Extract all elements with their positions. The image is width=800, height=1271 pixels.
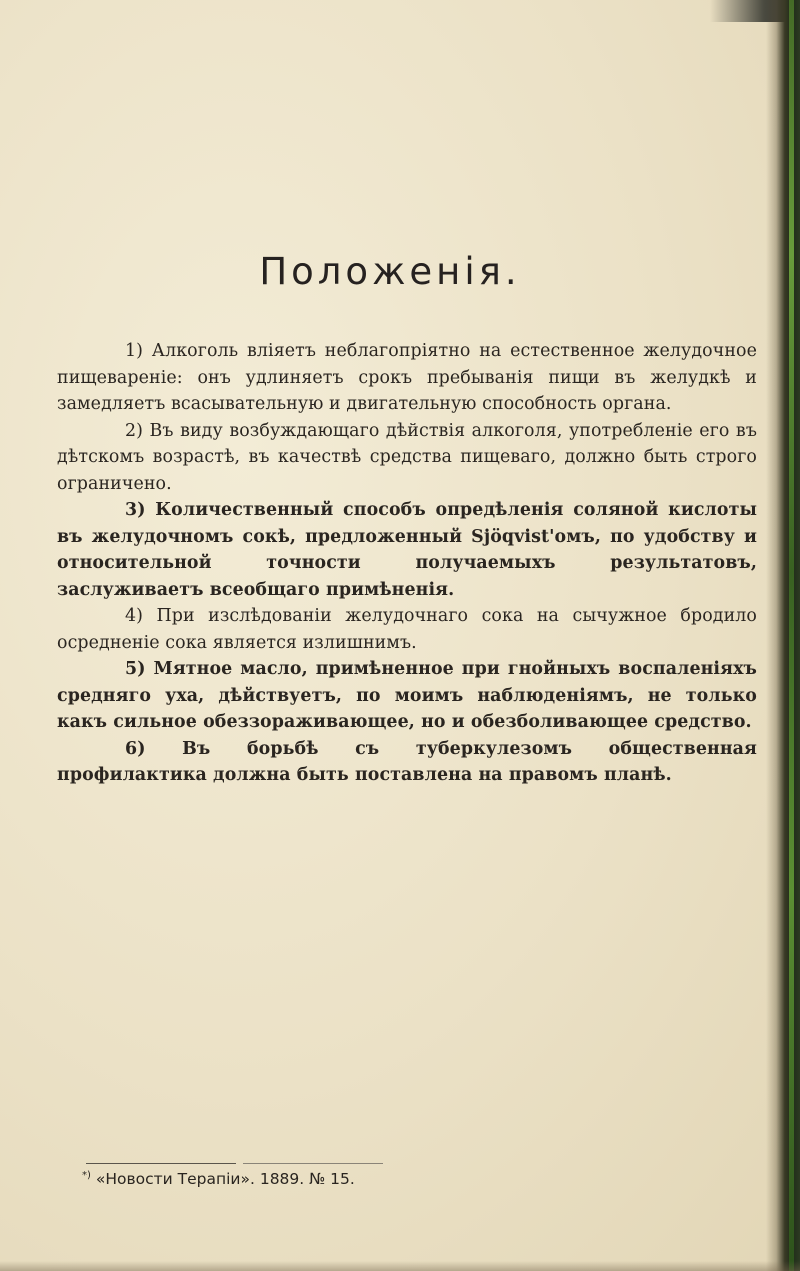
footnote-mark: *) — [82, 1170, 91, 1181]
theses-list — [57, 338, 757, 789]
thesis-1: 1) Алкоголь вліяетъ неблагопріятно на естественное желудочное пищевареніе: онъ удлиняетъ срокъ пребыванія пищи въ желудкѣ и замедляетъ всасывательную и двигательную способность органа. — [57, 341, 757, 414]
thesis-3: 3) Количественный способъ опредѣленія соляной кислоты въ желудочномъ сокѣ, предложенный Sjöqvist'омъ, по удобству и относительной точности получаемыхъ результатовъ, заслуживаетъ всеобщаго примѣненія. — [57, 500, 757, 600]
thesis-2: 2) Въ виду возбуждающаго дѣйствія алкоголя, употребленіе его въ дѣтскомъ возрастѣ, въ качествѣ средства пищеваго, должно быть строго ограничено. — [57, 420, 757, 494]
thesis-5: 5) Мятное масло, примѣненное при гнойныхъ воспаленіяхъ средняго уха, дѣйствуетъ, по моимъ наблюденіямъ, не только какъ сильное обеззораживающее, но и обезболивающее средство. — [57, 659, 757, 732]
thesis-4: 4) При изслѣдованіи желудочнаго сока на сычужное бродило осредненіе сока является излишнимъ. — [57, 606, 757, 653]
book-spine-highlight — [789, 0, 794, 1271]
footnote-rule-faint — [243, 1163, 383, 1164]
thesis-6: 6) Въ борьбѣ съ туберкулезомъ общественная профилактика должна быть поставлена на правомъ планѣ. — [57, 738, 757, 785]
footnote-rule — [86, 1163, 236, 1164]
book-spine-edge — [766, 0, 800, 1271]
page-title: Положенія. — [259, 250, 521, 293]
page-bottom-shadow — [0, 1261, 800, 1271]
footnote-text: «Новости Терапіи». 1889. № 15. — [95, 1170, 355, 1189]
footnote — [82, 1170, 355, 1188]
